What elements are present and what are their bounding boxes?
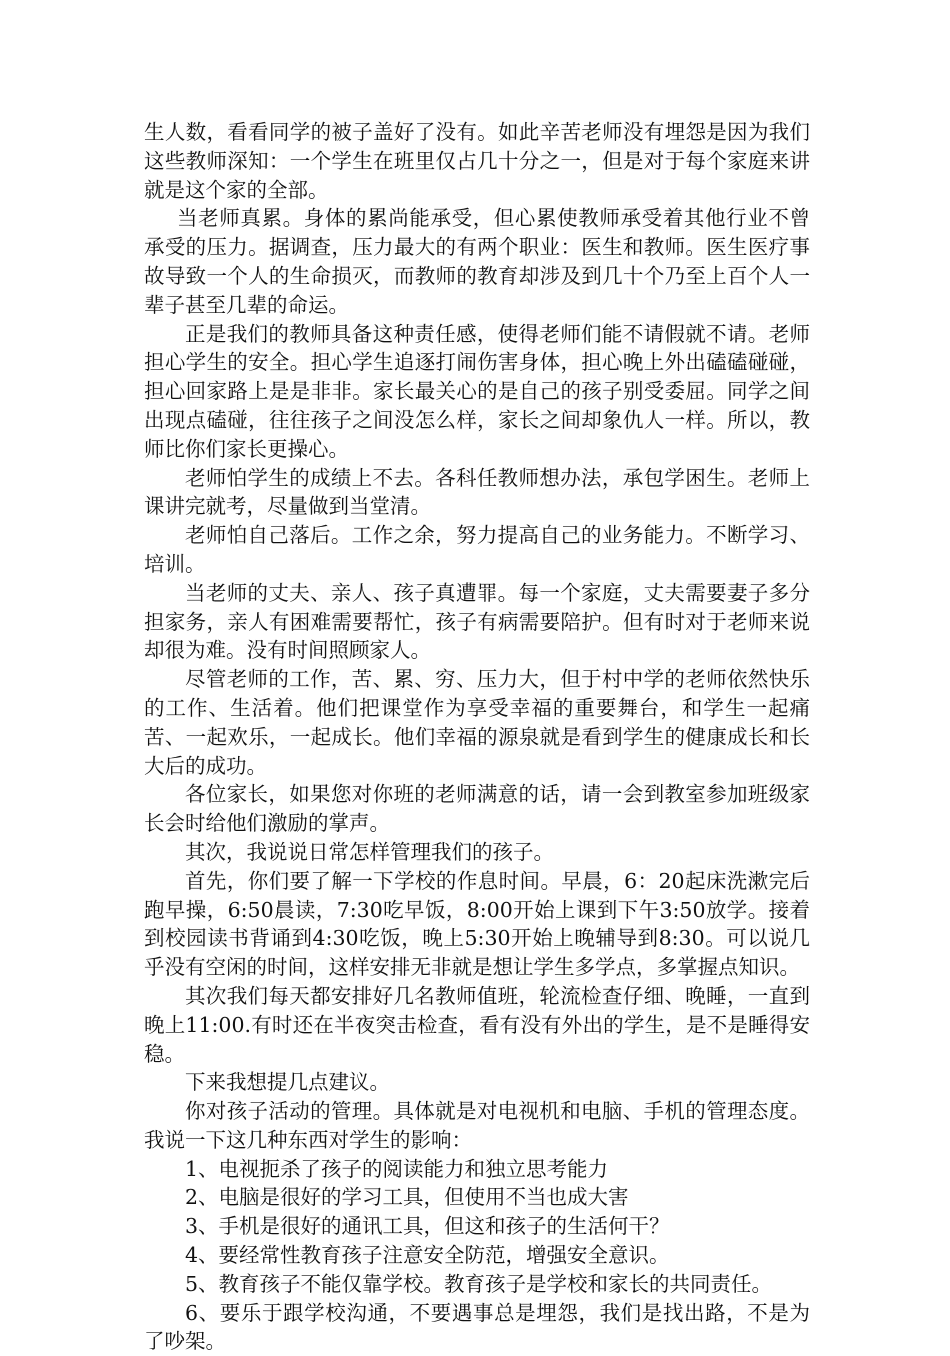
list-item-4: 4、要经常性教育孩子注意安全防范，增强安全意识。 bbox=[185, 1243, 670, 1268]
document-body bbox=[144, 118, 810, 1356]
paragraph-6: 当老师的丈夫、亲人、孩子真遭罪。每一个家庭，丈夫需要妻子多分担家务，亲人有困难需要帮忙，孩子有病需要陪护。但有时对于老师来说却很为难。没有时间照顾家人。 bbox=[144, 580, 810, 663]
list-item-5: 5、教育孩子不能仅靠学校。教育孩子是学校和家长的共同责任。 bbox=[185, 1271, 773, 1296]
paragraph-2: 当老师真累。身体的累尚能承受，但心累使教师承受着其他行业不曾承受的压力。据调查，压力最大的有两个职业：医生和教师。医生医疗事故导致一个人的生命损灭，而教师的教育却涉及到几十个乃至上百个人一辈子甚至几辈的命运。 bbox=[144, 206, 810, 317]
paragraph-9: 其次，我说说日常怎样管理我们的孩子。 bbox=[185, 839, 554, 864]
paragraph-12: 下来我想提几点建议。 bbox=[185, 1070, 390, 1095]
list-item-3: 3、手机是很好的通讯工具，但这和孩子的生活何干？ bbox=[185, 1214, 670, 1239]
list-item-1: 1、电视扼杀了孩子的阅读能力和独立思考能力 bbox=[185, 1156, 609, 1181]
list-item-6: 6、要乐于跟学校沟通，不要遇事总是埋怨，我们是找出路，不是为了吵架。 bbox=[144, 1300, 810, 1354]
paragraph-5: 老师怕自己落后。工作之余，努力提高自己的业务能力。不断学习、培训。 bbox=[144, 523, 810, 576]
paragraph-4: 老师怕学生的成绩上不去。各科任教师想办法，承包学困生。老师上课讲完就考，尽量做到当堂清。 bbox=[144, 465, 810, 519]
paragraph-7: 尽管老师的工作，苦、累、穷、压力大，但于村中学的老师依然快乐的工作、生活着。他们把课堂作为享受幸福的重要舞台，和学生一起痛苦、一起欢乐，一起成长。他们幸福的源泉就是看到学生的健康成长和长大后的成功。 bbox=[144, 667, 810, 778]
paragraph-1: 生人数，看看同学的被子盖好了没有。如此辛苦老师没有埋怨是因为我们这些教师深知：一个学生在班里仅占几十分之一，但是对于每个家庭来讲就是这个家的全部。 bbox=[144, 120, 810, 202]
list-item-2: 2、电脑是很好的学习工具，但使用不当也成大害 bbox=[185, 1185, 629, 1210]
paragraph-13: 你对孩子活动的管理。具体就是对电视机和电脑、手机的管理态度。我说一下这几种东西对学生的影响： bbox=[144, 1099, 810, 1152]
paragraph-10: 首先，你们要了解一下学校的作息时间。早晨，6：20起床洗漱完后跑早操，6:50晨读，7:30吃早饭，8:00开始上课到下午3:50放学。接着到校园读书背诵到4:30吃饭，晚上5:30开始上晚辅导到8:30。可以说几乎没有空闲的时间，这样安排无非就是想让学生多学点，多掌握点知识。 bbox=[144, 868, 810, 980]
paragraph-11: 其次我们每天都安排好几名教师值班，轮流检查仔细、晚睡，一直到晚上11:00.有时还在半夜突击检查，看有没有外出的学生，是不是睡得安稳。 bbox=[144, 983, 810, 1066]
paragraph-3: 正是我们的教师具备这种责任感，使得老师们能不请假就不请。老师担心学生的安全。担心学生追逐打闹伤害身体，担心晚上外出磕磕碰碰，担心回家路上是是非非。家长最关心的是自己的孩子别受委屈。同学之间出现点磕碰，往往孩子之间没怎么样，家长之间却象仇人一样。所以，教师比你们家长更操心。 bbox=[144, 321, 810, 461]
paragraph-8: 各位家长，如果您对你班的老师满意的话，请一会到教室参加班级家长会时给他们激励的掌声。 bbox=[144, 782, 810, 836]
